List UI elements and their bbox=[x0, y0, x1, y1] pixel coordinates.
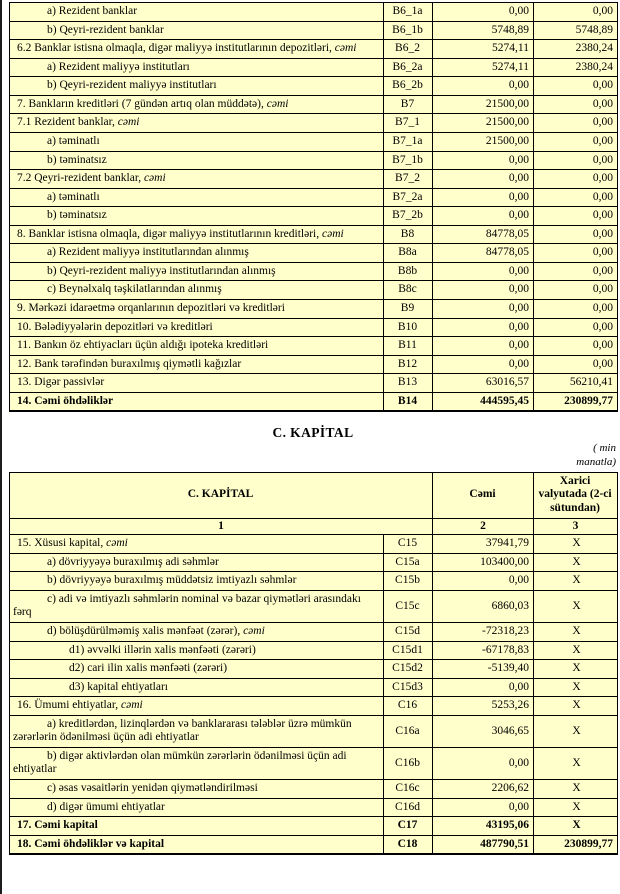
column-number-1: 1 bbox=[10, 518, 433, 535]
row-value-total: 0,00 bbox=[433, 747, 534, 779]
capital-table-body bbox=[10, 535, 618, 855]
row-value-total: 37941,79 bbox=[433, 535, 534, 554]
section-title: C. KAPİTAL bbox=[272, 425, 354, 441]
row-value-fx: 2380,24 bbox=[534, 58, 618, 77]
row-label-italic-suffix: cəmi bbox=[120, 699, 143, 712]
row-label-italic-suffix: cəmi bbox=[106, 537, 128, 550]
row-label: d1) əvvəlki illərin xalis mənfəəti (zərəri) bbox=[10, 641, 384, 660]
table-row bbox=[10, 590, 618, 622]
row-value-total: -72318,23 bbox=[433, 622, 534, 641]
row-label-italic-suffix: cəmi bbox=[322, 227, 344, 240]
row-code: B6_2b bbox=[384, 77, 433, 96]
row-label: a) Rezident maliyyə institutlarından alınmış bbox=[10, 244, 384, 263]
row-value-fx: 0,00 bbox=[534, 281, 618, 300]
row-value-total: 0,00 bbox=[433, 281, 534, 300]
row-value-fx: 0,00 bbox=[534, 318, 618, 337]
table-row bbox=[10, 114, 618, 133]
table-row bbox=[10, 58, 618, 77]
row-label: b) dövriyyəyə buraxılmış müddətsiz imtiyazlı səhmlər bbox=[10, 572, 384, 591]
liabilities-table bbox=[9, 2, 618, 412]
row-label: c) adi və imtiyazlı səhmlərin nominal və bazar qiymətləri arasındakı fərq bbox=[10, 590, 384, 622]
table-row bbox=[10, 3, 618, 22]
table-row bbox=[10, 747, 618, 779]
table-row bbox=[10, 798, 618, 817]
row-value-fx: X bbox=[534, 678, 618, 697]
table-row bbox=[10, 188, 618, 207]
row-code: C16b bbox=[384, 747, 433, 779]
row-label: 16. Ümumi ehtiyatlar, cəmi bbox=[10, 697, 384, 716]
row-code: B10 bbox=[384, 318, 433, 337]
row-value-total: 2206,62 bbox=[433, 780, 534, 799]
row-value-total: 0,00 bbox=[433, 318, 534, 337]
row-value-fx: X bbox=[534, 697, 618, 716]
table-row bbox=[10, 817, 618, 836]
row-value-fx: 0,00 bbox=[534, 151, 618, 170]
unit-note bbox=[9, 442, 616, 470]
row-code: C16 bbox=[384, 697, 433, 716]
row-code: B7_1 bbox=[384, 114, 433, 133]
row-code: C16a bbox=[384, 715, 433, 747]
row-value-total: 444595,45 bbox=[433, 392, 534, 411]
row-label-italic-suffix: cəmi bbox=[266, 97, 289, 110]
table-row bbox=[10, 21, 618, 40]
row-code: B8a bbox=[384, 244, 433, 263]
row-code: C15a bbox=[384, 553, 433, 572]
row-label: 9. Mərkəzi idarəetmə orqanlarının depozitləri və kreditləri bbox=[10, 300, 384, 319]
table-row bbox=[10, 95, 618, 114]
column-number-2: 2 bbox=[433, 518, 534, 535]
row-value-fx: 5748,89 bbox=[534, 21, 618, 40]
row-code: C15d bbox=[384, 622, 433, 641]
row-code: B7 bbox=[384, 95, 433, 114]
row-value-fx: 0,00 bbox=[534, 132, 618, 151]
row-value-fx: X bbox=[534, 622, 618, 641]
row-label: b) təminatsız bbox=[10, 151, 384, 170]
table-row bbox=[10, 622, 618, 641]
row-label: c) Beynəlxalq təşkilatlarından alınmış bbox=[10, 281, 384, 300]
row-label: d2) cari ilin xalis mənfəəti (zərəri) bbox=[10, 660, 384, 679]
row-label: a) təminatlı bbox=[10, 188, 384, 207]
row-label: 6.2 Banklar istisna olmaqla, digər maliyyə institutlarının depozitləri, cəmi bbox=[10, 40, 384, 59]
column-number-3: 3 bbox=[534, 518, 618, 535]
row-value-fx: 0,00 bbox=[534, 188, 618, 207]
row-label: d) bölüşdürülməmiş xalis mənfəət (zərər), cəmi bbox=[10, 622, 384, 641]
capital-header-fx: Xarici valyutada (2-ci sütundan) bbox=[534, 472, 618, 518]
row-code: B6_2a bbox=[384, 58, 433, 77]
row-value-fx: X bbox=[534, 535, 618, 554]
row-label: 10. Bələdiyyələrin depozitləri və kreditləri bbox=[10, 318, 384, 337]
row-label: a) dövriyyəyə buraxılmış adi səhmlər bbox=[10, 553, 384, 572]
table-row bbox=[10, 151, 618, 170]
row-value-fx: X bbox=[534, 641, 618, 660]
row-code: B7_1b bbox=[384, 151, 433, 170]
row-label: 15. Xüsusi kapital, cəmi bbox=[10, 535, 384, 554]
table-row bbox=[10, 678, 618, 697]
row-value-fx: 0,00 bbox=[534, 114, 618, 133]
row-value-fx: 230899,77 bbox=[534, 392, 618, 411]
row-value-total: 84778,05 bbox=[433, 225, 534, 244]
table-row bbox=[10, 262, 618, 281]
capital-header-row bbox=[10, 472, 618, 518]
row-value-total: 5274,11 bbox=[433, 58, 534, 77]
capital-header-title: C. KAPİTAL bbox=[10, 472, 433, 518]
row-label: 8. Banklar istisna olmaqla, digər maliyyə institutlarının kreditləri, cəmi bbox=[10, 225, 384, 244]
row-label-italic-suffix: cəmi bbox=[143, 172, 166, 185]
row-value-fx: 0,00 bbox=[534, 77, 618, 96]
row-label: 11. Bankın öz ehtiyacları üçün aldığı ipoteka kreditləri bbox=[10, 337, 384, 356]
row-value-total: 0,00 bbox=[433, 300, 534, 319]
row-value-total: 21500,00 bbox=[433, 132, 534, 151]
row-value-fx: 0,00 bbox=[534, 3, 618, 22]
page-edge-line bbox=[0, 0, 2, 894]
row-code: B7_2b bbox=[384, 207, 433, 226]
row-value-fx: 0,00 bbox=[534, 170, 618, 189]
table-row bbox=[10, 374, 618, 393]
row-label: d3) kapital ehtiyatları bbox=[10, 678, 384, 697]
capital-column-number-row bbox=[10, 518, 618, 535]
row-code: C15 bbox=[384, 535, 433, 554]
row-code: B12 bbox=[384, 355, 433, 374]
row-value-total: 0,00 bbox=[433, 188, 534, 207]
row-value-total: 0,00 bbox=[433, 678, 534, 697]
row-value-fx: X bbox=[534, 747, 618, 779]
row-code: C17 bbox=[384, 817, 433, 836]
row-code: B8c bbox=[384, 281, 433, 300]
table-row bbox=[10, 300, 618, 319]
table-row bbox=[10, 207, 618, 226]
row-value-fx: 0,00 bbox=[534, 207, 618, 226]
row-value-fx: X bbox=[534, 572, 618, 591]
row-code: C15d1 bbox=[384, 641, 433, 660]
unit-note-line1: ( min bbox=[593, 442, 616, 455]
row-value-total: 5253,26 bbox=[433, 697, 534, 716]
table-row bbox=[10, 132, 618, 151]
row-value-total: -67178,83 bbox=[433, 641, 534, 660]
row-value-fx: 0,00 bbox=[534, 337, 618, 356]
row-label-italic-suffix: cəmi bbox=[117, 116, 140, 129]
row-value-fx: 0,00 bbox=[534, 244, 618, 263]
row-code: B8b bbox=[384, 262, 433, 281]
table-row bbox=[10, 780, 618, 799]
table-row bbox=[10, 318, 618, 337]
row-value-total: 84778,05 bbox=[433, 244, 534, 263]
unit-note-line2: manatla) bbox=[576, 456, 616, 469]
row-code: B9 bbox=[384, 300, 433, 319]
table-row bbox=[10, 244, 618, 263]
row-value-total: -5139,40 bbox=[433, 660, 534, 679]
row-code: B11 bbox=[384, 337, 433, 356]
row-value-total: 6860,03 bbox=[433, 590, 534, 622]
row-value-fx: X bbox=[534, 715, 618, 747]
row-value-fx: 0,00 bbox=[534, 262, 618, 281]
row-label: 12. Bank tərəfindən buraxılmış qiymətli kağızlar bbox=[10, 355, 384, 374]
row-value-fx: X bbox=[534, 798, 618, 817]
row-code: C15c bbox=[384, 590, 433, 622]
row-value-fx: X bbox=[534, 780, 618, 799]
row-code: C15d2 bbox=[384, 660, 433, 679]
row-value-fx: X bbox=[534, 590, 618, 622]
row-label: b) təminatsız bbox=[10, 207, 384, 226]
row-code: B7_1a bbox=[384, 132, 433, 151]
table-row bbox=[10, 715, 618, 747]
row-label: b) Qeyri-rezident maliyyə institutları bbox=[10, 77, 384, 96]
row-label: a) kreditlərdən, lizinqlərdən və banklararası tələblər üzrə mümkün zərərlərin ödənilməsi üçün adi ehtiyatlar bbox=[10, 715, 384, 747]
row-value-fx: 0,00 bbox=[534, 355, 618, 374]
table-row bbox=[10, 225, 618, 244]
row-label: b) digər aktivlərdən olan mümkün zərərlərin ödənilməsi üçün adi ehtiyatlar bbox=[10, 747, 384, 779]
row-value-total: 0,00 bbox=[433, 262, 534, 281]
row-value-fx: X bbox=[534, 660, 618, 679]
row-value-fx: 2380,24 bbox=[534, 40, 618, 59]
table-row bbox=[10, 572, 618, 591]
row-value-total: 21500,00 bbox=[433, 114, 534, 133]
row-value-fx: X bbox=[534, 817, 618, 836]
table-row bbox=[10, 40, 618, 59]
row-label: 7. Bankların kreditləri (7 gündən artıq olan müddətə), cəmi bbox=[10, 95, 384, 114]
table-row bbox=[10, 355, 618, 374]
row-code: B6_2 bbox=[384, 40, 433, 59]
row-value-fx: 56210,41 bbox=[534, 374, 618, 393]
row-value-fx: 0,00 bbox=[534, 225, 618, 244]
table-row bbox=[10, 337, 618, 356]
row-value-total: 487790,51 bbox=[433, 835, 534, 854]
row-code: C15b bbox=[384, 572, 433, 591]
table-row bbox=[10, 281, 618, 300]
table-row bbox=[10, 641, 618, 660]
row-label: c) əsas vəsaitlərin yenidən qiymətləndirilməsi bbox=[10, 780, 384, 799]
row-value-total: 0,00 bbox=[433, 207, 534, 226]
row-code: C16c bbox=[384, 780, 433, 799]
row-code: B6_1a bbox=[384, 3, 433, 22]
row-label: a) Rezident maliyyə institutları bbox=[10, 58, 384, 77]
row-value-total: 21500,00 bbox=[433, 95, 534, 114]
row-label: a) təminatlı bbox=[10, 132, 384, 151]
row-label: 7.1 Rezident banklar, cəmi bbox=[10, 114, 384, 133]
liabilities-table-body bbox=[10, 3, 618, 412]
row-value-total: 5748,89 bbox=[433, 21, 534, 40]
row-value-total: 43195,06 bbox=[433, 817, 534, 836]
row-label: 17. Cəmi kapital bbox=[10, 817, 384, 836]
report-page bbox=[9, 2, 617, 855]
row-label: 18. Cəmi öhdəliklər və kapital bbox=[10, 835, 384, 854]
row-value-total: 0,00 bbox=[433, 572, 534, 591]
row-code: B14 bbox=[384, 392, 433, 411]
row-value-total: 0,00 bbox=[433, 3, 534, 22]
row-code: B7_2 bbox=[384, 170, 433, 189]
row-value-total: 3046,65 bbox=[433, 715, 534, 747]
row-value-total: 0,00 bbox=[433, 798, 534, 817]
row-value-fx: 0,00 bbox=[534, 300, 618, 319]
row-label-italic-suffix: cəmi bbox=[334, 42, 357, 55]
row-code: B13 bbox=[384, 374, 433, 393]
table-row bbox=[10, 697, 618, 716]
row-label: a) Rezident banklar bbox=[10, 3, 384, 22]
row-value-total: 0,00 bbox=[433, 355, 534, 374]
table-row bbox=[10, 535, 618, 554]
table-row bbox=[10, 835, 618, 854]
row-value-total: 0,00 bbox=[433, 170, 534, 189]
table-row bbox=[10, 392, 618, 411]
table-row bbox=[10, 660, 618, 679]
capital-table bbox=[9, 472, 618, 855]
row-label: 7.2 Qeyri-rezident banklar, cəmi bbox=[10, 170, 384, 189]
row-label-italic-suffix: cəmi bbox=[243, 624, 265, 637]
row-value-total: 0,00 bbox=[433, 337, 534, 356]
row-label: d) digər ümumi ehtiyatlar bbox=[10, 798, 384, 817]
row-code: B8 bbox=[384, 225, 433, 244]
row-label: b) Qeyri-rezident banklar bbox=[10, 21, 384, 40]
row-code: C15d3 bbox=[384, 678, 433, 697]
row-value-fx: X bbox=[534, 553, 618, 572]
row-value-fx: 0,00 bbox=[534, 95, 618, 114]
row-value-total: 0,00 bbox=[433, 151, 534, 170]
row-label: 13. Digər passivlər bbox=[10, 374, 384, 393]
row-code: C18 bbox=[384, 835, 433, 854]
row-value-total: 63016,57 bbox=[433, 374, 534, 393]
row-value-total: 103400,00 bbox=[433, 553, 534, 572]
row-value-total: 0,00 bbox=[433, 77, 534, 96]
row-code: B7_2a bbox=[384, 188, 433, 207]
row-label: 14. Cəmi öhdəliklər bbox=[10, 392, 384, 411]
row-label: b) Qeyri-rezident maliyyə institutlarından alınmış bbox=[10, 262, 384, 281]
table-row bbox=[10, 553, 618, 572]
capital-header-total: Cəmi bbox=[433, 472, 534, 518]
row-code: B6_1b bbox=[384, 21, 433, 40]
row-value-fx: 230899,77 bbox=[534, 835, 618, 854]
table-row bbox=[10, 170, 618, 189]
table-row bbox=[10, 77, 618, 96]
row-code: C16d bbox=[384, 798, 433, 817]
row-value-total: 5274,11 bbox=[433, 40, 534, 59]
